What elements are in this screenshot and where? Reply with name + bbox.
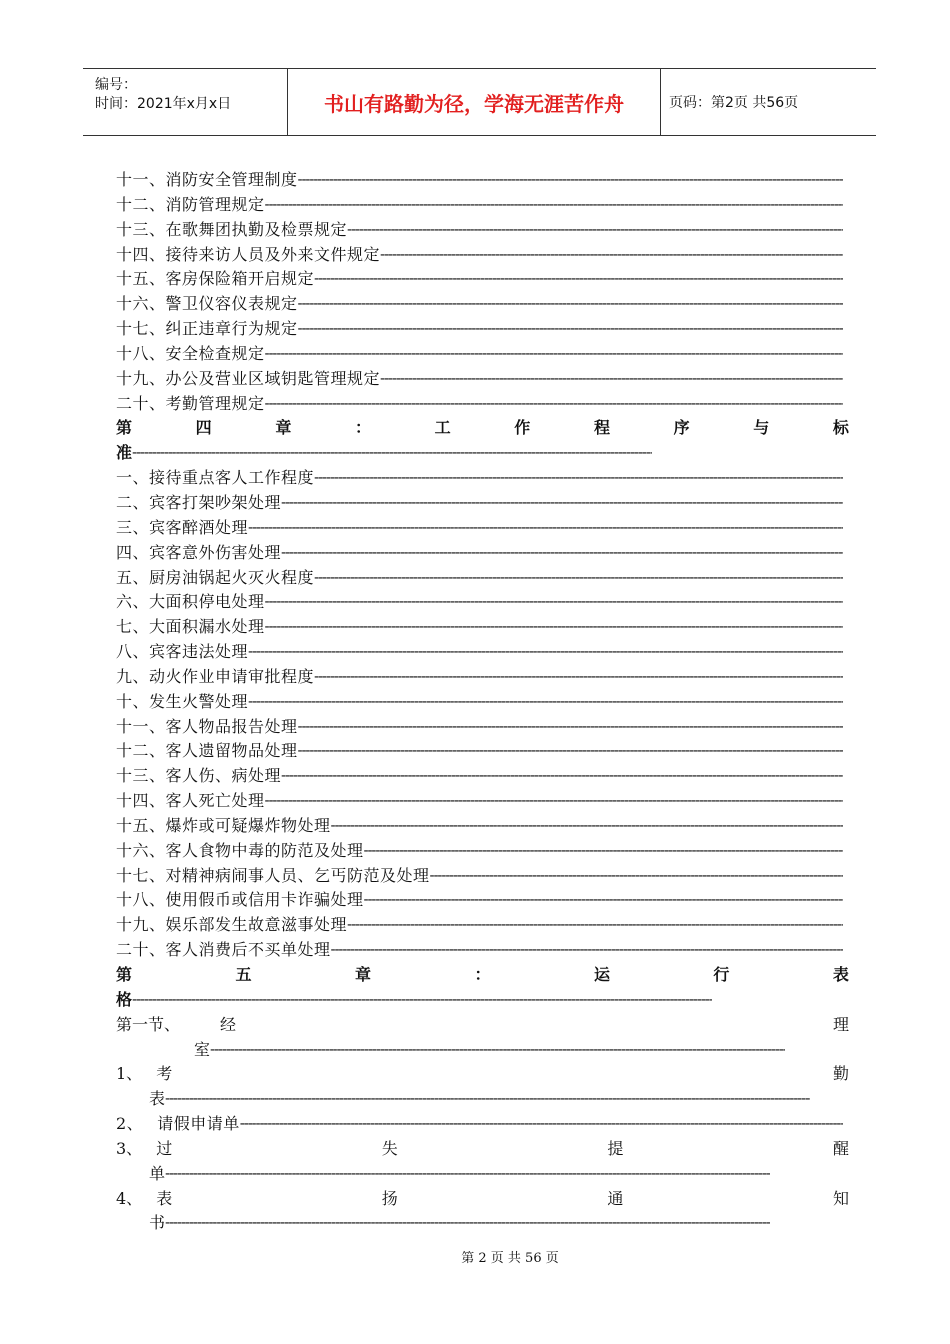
toc-line: [116, 317, 849, 342]
toc-item: 十九、娱乐部发生故意滋事处理: [116, 915, 348, 935]
toc-line: [116, 864, 849, 889]
leader-dots: [364, 888, 843, 913]
leader-dots: [210, 1038, 785, 1063]
toc-item: 十九、办公及营业区域钥匙管理规定: [116, 368, 381, 388]
toc-item: 四、宾客意外伤害处理: [116, 542, 282, 562]
leader-dots: [281, 541, 843, 566]
leader-dots: [248, 690, 843, 715]
toc-item: 十、发生火警处理: [116, 691, 249, 711]
item-tail: 表: [149, 1089, 166, 1109]
toc-item: 十一、消防安全管理制度: [116, 170, 298, 189]
toc-item: 十七、对精神病闹事人员、乞丐防范及处理: [116, 865, 430, 885]
page-footer: 第 2 页 共 56 页: [461, 1251, 559, 1266]
leader-dots: [298, 168, 843, 193]
toc-item: 六、大面积停电处理: [116, 592, 265, 612]
chapter-5-heading: [116, 963, 849, 988]
leader-dots: [364, 839, 843, 864]
item-char: 失: [381, 1138, 398, 1158]
heading-char: 工: [434, 418, 451, 438]
leader-dots: [165, 1162, 770, 1187]
toc-line: [116, 292, 849, 317]
leader-dots: [314, 466, 843, 491]
item-number: 2、: [116, 1114, 144, 1134]
leader-dots: [298, 739, 843, 764]
leader-dots: [281, 764, 843, 789]
leader-dots: [248, 640, 843, 665]
item-number: 3、: [116, 1138, 143, 1158]
section-1-heading: [116, 1013, 849, 1038]
heading-char: ：: [354, 418, 371, 438]
section-char: 经: [220, 1014, 237, 1034]
heading-char: 四: [195, 418, 212, 438]
item-char: 勤: [832, 1064, 849, 1084]
heading-tail: 准: [116, 443, 133, 463]
heading-char: 章: [275, 418, 292, 438]
heading-char: 行: [713, 965, 730, 984]
item-char: 知: [832, 1188, 849, 1208]
toc-item: 十三、在歌舞团执勤及检票规定: [116, 219, 348, 239]
page-header: [83, 68, 876, 136]
heading-char: 运: [593, 965, 610, 984]
item-char: 考: [156, 1064, 173, 1084]
section-1-heading-cont: [116, 1038, 849, 1063]
item-label: 请假申请单: [157, 1114, 240, 1134]
leader-dots: [265, 615, 843, 640]
toc-line: [116, 938, 849, 963]
number-label: 编号：: [95, 77, 137, 93]
leader-dots: [347, 218, 843, 243]
item-number: 4、: [116, 1188, 143, 1208]
item-char: 扬: [381, 1188, 398, 1208]
heading-char: 序: [673, 418, 690, 438]
leader-dots: [281, 491, 843, 516]
leader-dots: [331, 938, 843, 963]
toc-item: 十五、客房保险箱开启规定: [116, 269, 315, 289]
item-char: 醒: [832, 1138, 849, 1158]
toc-item: 十一、客人物品报告处理: [116, 716, 298, 736]
heading-char: 程: [593, 418, 610, 438]
toc-line: [116, 168, 849, 193]
header-meta-cell: [83, 69, 288, 135]
leader-dots: [331, 814, 843, 839]
section-char: 理: [832, 1014, 849, 1034]
table-of-contents: [116, 168, 849, 1236]
leader-dots: [314, 566, 843, 591]
heading-char: 作: [514, 418, 531, 438]
toc-item: 二十、客人消费后不买单处理: [116, 940, 331, 960]
toc-item: 二、宾客打架吵架处理: [116, 492, 282, 512]
toc-line: [116, 342, 849, 367]
toc-item: 十四、接待来访人员及外来文件规定: [116, 244, 381, 264]
toc-line: [116, 392, 849, 417]
heading-tail: 格: [116, 989, 133, 1009]
leader-dots: [265, 193, 843, 218]
toc-line: [116, 466, 849, 491]
toc-line: [116, 590, 849, 615]
item-1-line: [116, 1062, 849, 1087]
toc-item: 十八、使用假币或信用卡诈骗处理: [116, 890, 364, 910]
chapter-4-heading-cont: [116, 441, 849, 466]
toc-item: 十六、警卫仪容仪表规定: [116, 294, 298, 314]
section-tail: 室: [194, 1039, 211, 1059]
toc-line: [116, 764, 849, 789]
time-label: 时间：2021年x月x日: [95, 96, 232, 112]
leader-dots: [132, 988, 712, 1013]
toc-item: 二十、考勤管理规定: [116, 393, 265, 413]
heading-char: 与: [753, 418, 770, 438]
item-4-line: [116, 1187, 849, 1212]
toc-item: 一、接待重点客人工作程度: [116, 468, 315, 488]
toc-item: 十八、安全检查规定: [116, 343, 265, 363]
chapter-5-heading-cont: [116, 988, 849, 1013]
header-page-info: 页码：第2页 共56页: [669, 95, 799, 111]
item-char: 过: [156, 1138, 173, 1158]
leader-dots: [248, 516, 843, 541]
leader-dots: [165, 1211, 770, 1236]
toc-line: [116, 615, 849, 640]
heading-char: 第: [116, 965, 133, 984]
item-number: 1、: [116, 1064, 143, 1084]
toc-line: [116, 690, 849, 715]
leader-dots: [265, 392, 843, 417]
toc-item: 三、宾客醉酒处理: [116, 517, 249, 537]
leader-dots: [265, 342, 843, 367]
toc-line: [116, 193, 849, 218]
toc-line: [116, 789, 849, 814]
toc-item: 九、动火作业申请审批程度: [116, 666, 315, 686]
toc-line: [116, 640, 849, 665]
toc-line: [116, 267, 849, 292]
heading-char: 五: [235, 965, 252, 984]
toc-line: [116, 839, 849, 864]
toc-line: [116, 243, 849, 268]
item-char: 表: [156, 1188, 173, 1208]
section-number: 第一节、: [116, 1014, 181, 1034]
item-3-line: [116, 1137, 849, 1162]
toc-line: [116, 218, 849, 243]
item-char: 提: [607, 1138, 624, 1158]
toc-item: 七、大面积漏水处理: [116, 617, 265, 637]
toc-line: [116, 665, 849, 690]
leader-dots: [380, 243, 843, 268]
item-4-cont: [116, 1211, 849, 1236]
leader-dots: [265, 590, 843, 615]
leader-dots: [265, 789, 843, 814]
item-3-cont: [116, 1162, 849, 1187]
leader-dots: [380, 367, 843, 392]
toc-line: [116, 715, 849, 740]
toc-line: [116, 814, 849, 839]
toc-item: 八、宾客违法处理: [116, 642, 249, 662]
toc-item: 五、厨房油锅起火灭火程度: [116, 567, 315, 587]
heading-char: 标: [832, 418, 849, 438]
toc-line: [116, 739, 849, 764]
leader-dots: [314, 267, 843, 292]
heading-char: 章: [354, 965, 371, 984]
leader-dots: [430, 864, 843, 889]
header-motto: 书山有路勤为径，学海无涯苦作舟: [288, 69, 661, 135]
leader-dots: [298, 317, 843, 342]
toc-item: 十四、客人死亡处理: [116, 791, 265, 811]
toc-line: [116, 888, 849, 913]
leader-dots: [298, 292, 843, 317]
leader-dots: [132, 441, 652, 466]
leader-dots: [347, 913, 843, 938]
item-tail: 书: [149, 1213, 166, 1233]
toc-item: 十五、爆炸或可疑爆炸物处理: [116, 815, 331, 835]
leader-dots: [314, 665, 843, 690]
toc-item: 十七、纠正违章行为规定: [116, 319, 298, 339]
toc-item: 十三、客人伤、病处理: [116, 766, 282, 786]
item-1-cont: [116, 1087, 849, 1112]
leader-dots: [298, 715, 843, 740]
toc-item: 十二、客人遗留物品处理: [116, 741, 298, 761]
heading-char: 第: [116, 418, 133, 438]
item-char: 通: [607, 1188, 624, 1208]
leader-dots: [240, 1112, 843, 1137]
toc-line: [116, 491, 849, 516]
toc-line: [116, 516, 849, 541]
chapter-4-heading: [116, 416, 849, 441]
toc-line: [116, 566, 849, 591]
toc-line: [116, 541, 849, 566]
leader-dots: [165, 1087, 810, 1112]
item-2-line: [116, 1112, 849, 1137]
toc-line: [116, 367, 849, 392]
toc-item: 十六、客人食物中毒的防范及处理: [116, 840, 364, 860]
heading-char: 表: [832, 965, 849, 984]
heading-char: ：: [474, 965, 491, 984]
toc-item: 十二、消防管理规定: [116, 194, 265, 214]
item-tail: 单: [149, 1163, 166, 1183]
toc-line: [116, 913, 849, 938]
